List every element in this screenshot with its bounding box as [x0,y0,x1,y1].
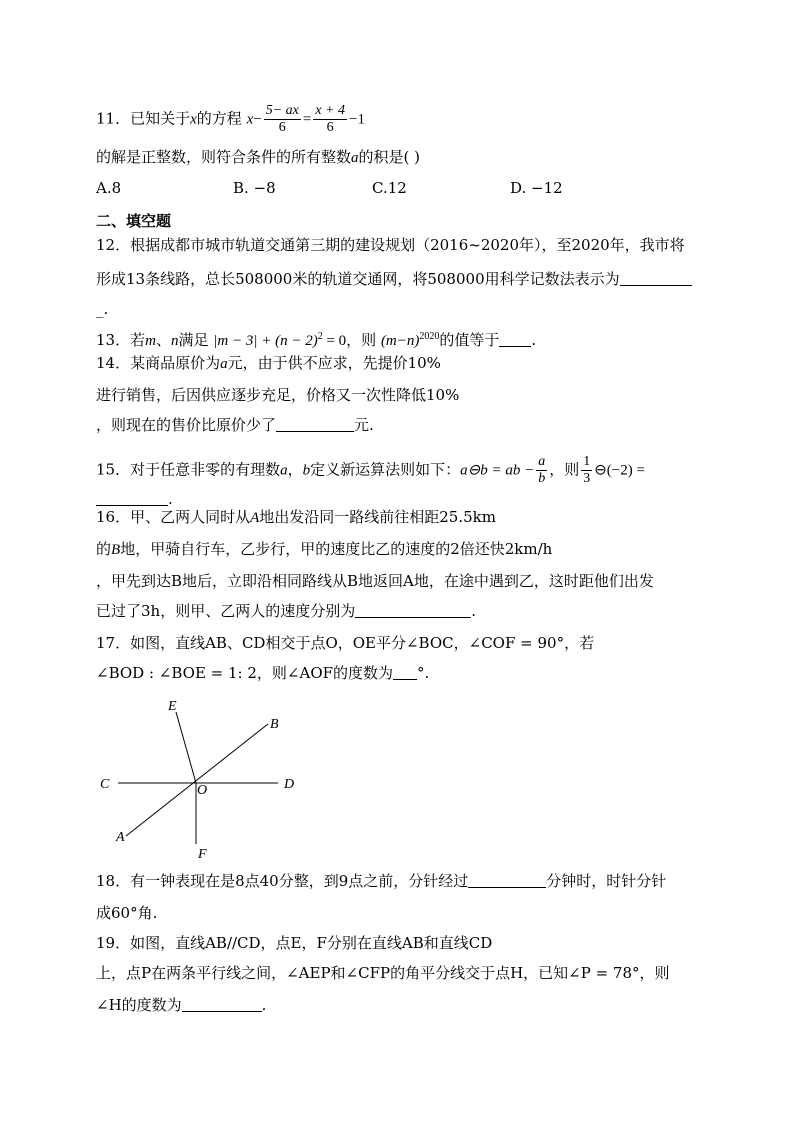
q19-line3: ∠H的度数为 . [96,996,267,1014]
q11-line1 [96,103,365,136]
q18-answer-blank[interactable] [468,871,546,888]
q13-answer-blank[interactable] [499,330,531,347]
q12-line2 [96,268,692,290]
q11-line2-text: 的解是正整数，则符合条件的所有整数 [96,148,352,166]
q11-tail: −1 [349,111,365,128]
q11-line2-end: 的积是( ) [358,148,420,166]
q13-line: 13．若m、n满足 $|m - 3| + (n - 2)^2 = 0$，则 $(m-n)^{2020}$的值等于 . [96,331,537,349]
q16-line1: 16．甲、乙两人同时从A地出发沿同一路线前往相距25.5km [96,508,496,526]
q13-expression: (m−n) [380,333,420,349]
q11-fraction-right [313,103,347,136]
q14-answer-blank[interactable] [276,415,354,432]
geometry-figure-17 [96,694,316,864]
ray-oe [176,712,196,783]
label-c: C [100,777,110,792]
q14-line3: ，则现在的售价比原价少了 元. [96,416,374,434]
q15-fraction-ab: $\frac{a}{b}$ [538,454,546,486]
q11-fraction-left [264,103,301,136]
q17-answer-blank[interactable] [393,663,417,680]
q14-line1: 14．某商品原价为a元，由于供不应求，先提价10% [96,354,441,372]
label-e: E [168,699,177,714]
q11-prefix: 11．已知关于 [96,109,191,128]
q11-var-x: x [190,111,197,128]
q18-line1: 18．有一钟表现在是8点40分整，到9点之前，分针经过 分钟时，时针分针 [96,872,667,890]
q19-line1: 19．如图，直线AB//CD，点E，F分别在直线AB和直线CD [96,934,493,952]
q11-option-b: B. −8 [233,179,276,197]
q17-line2: ∠BOD : ∠BOE = 1: 2，则∠AOF的度数为 °. [96,664,430,682]
q11-lhs-x: x [246,111,254,128]
q16-line3: ，甲先到达B地后，立即沿相同路线从B地返回A地，在途中遇到乙，这时距他们出发 [96,572,654,590]
q16-line2: 的B地，甲骑自行车，乙步行，甲的速度比乙的速度的2倍还快2km/h [96,540,553,558]
q11-var-a: a [351,150,359,166]
q15-rule: a⊖b = ab − [460,462,535,479]
q15-answer-blank[interactable] [96,489,168,506]
q11-option-c: C.12 [372,179,407,197]
q11-frac1-den: 6 [278,120,286,135]
q16-answer-blank[interactable] [355,601,471,618]
q16-line4: 已过了3h，则甲、乙两人的速度分别为 . [96,602,476,620]
q14-var-a: a [220,356,228,372]
label-b: B [270,717,279,732]
q12-line3: _. [96,300,109,318]
q13-formula: |m − 3| + (n − 2) [213,333,318,349]
q15-fraction-third: $\frac{1}{3}$ [583,454,591,486]
q11-equals: = [302,111,312,128]
q12-answer-blank[interactable] [620,269,692,286]
q11-frac2-den: 6 [326,120,334,135]
q12-line1: 12．根据成都市城市轨道交通第三期的建设规划（2016~2020年），至2020年，我市将 [96,236,685,254]
q12-line2-text: 形成13条线路，总长508000米的轨道交通网，将508000用科学记数法表示为 [96,270,620,288]
q11-minus: − [253,111,262,128]
q11-line2 [96,146,420,169]
q13-var-n: n [170,333,179,349]
q19-line2: 上，点P在两条平行线之间，∠AEP和∠CFP的角平分线交于点H，已知∠P = 78°，则 [96,964,670,982]
q11-frac2-num: x + 4 [315,103,346,118]
section-title: 二、填空题 [96,212,172,230]
label-f: F [198,847,207,862]
q14-line2: 进行销售，后因供应逐步充足，价格又一次性降低10% [96,386,460,404]
label-o: O [197,783,208,798]
q11-option-a: A.8 [96,179,122,197]
label-a: A [116,830,125,845]
q17-line1: 17．如图，直线AB、CD相交于点O，OE平分∠BOC，∠COF = 90°，若 [96,634,595,652]
q13-var-m: m [145,333,156,349]
line-ab [126,724,268,836]
q15-line2: . [96,488,173,510]
q18-line2: 成60°角. [96,904,158,922]
q11-frac1-num: 5− ax [265,103,299,118]
q11-option-d: D. −12 [510,179,563,197]
q15-line1: 15．对于任意非零的有理数a，b定义新运算法则如下：a⊖b = ab − $\frac{a}{b}$ ，则 $\frac{1}{3}$ ⊖(−2) = [96,454,645,486]
q11-mid: 的方程 [196,109,242,128]
label-d: D [284,777,295,792]
q19-answer-blank[interactable] [182,995,262,1012]
